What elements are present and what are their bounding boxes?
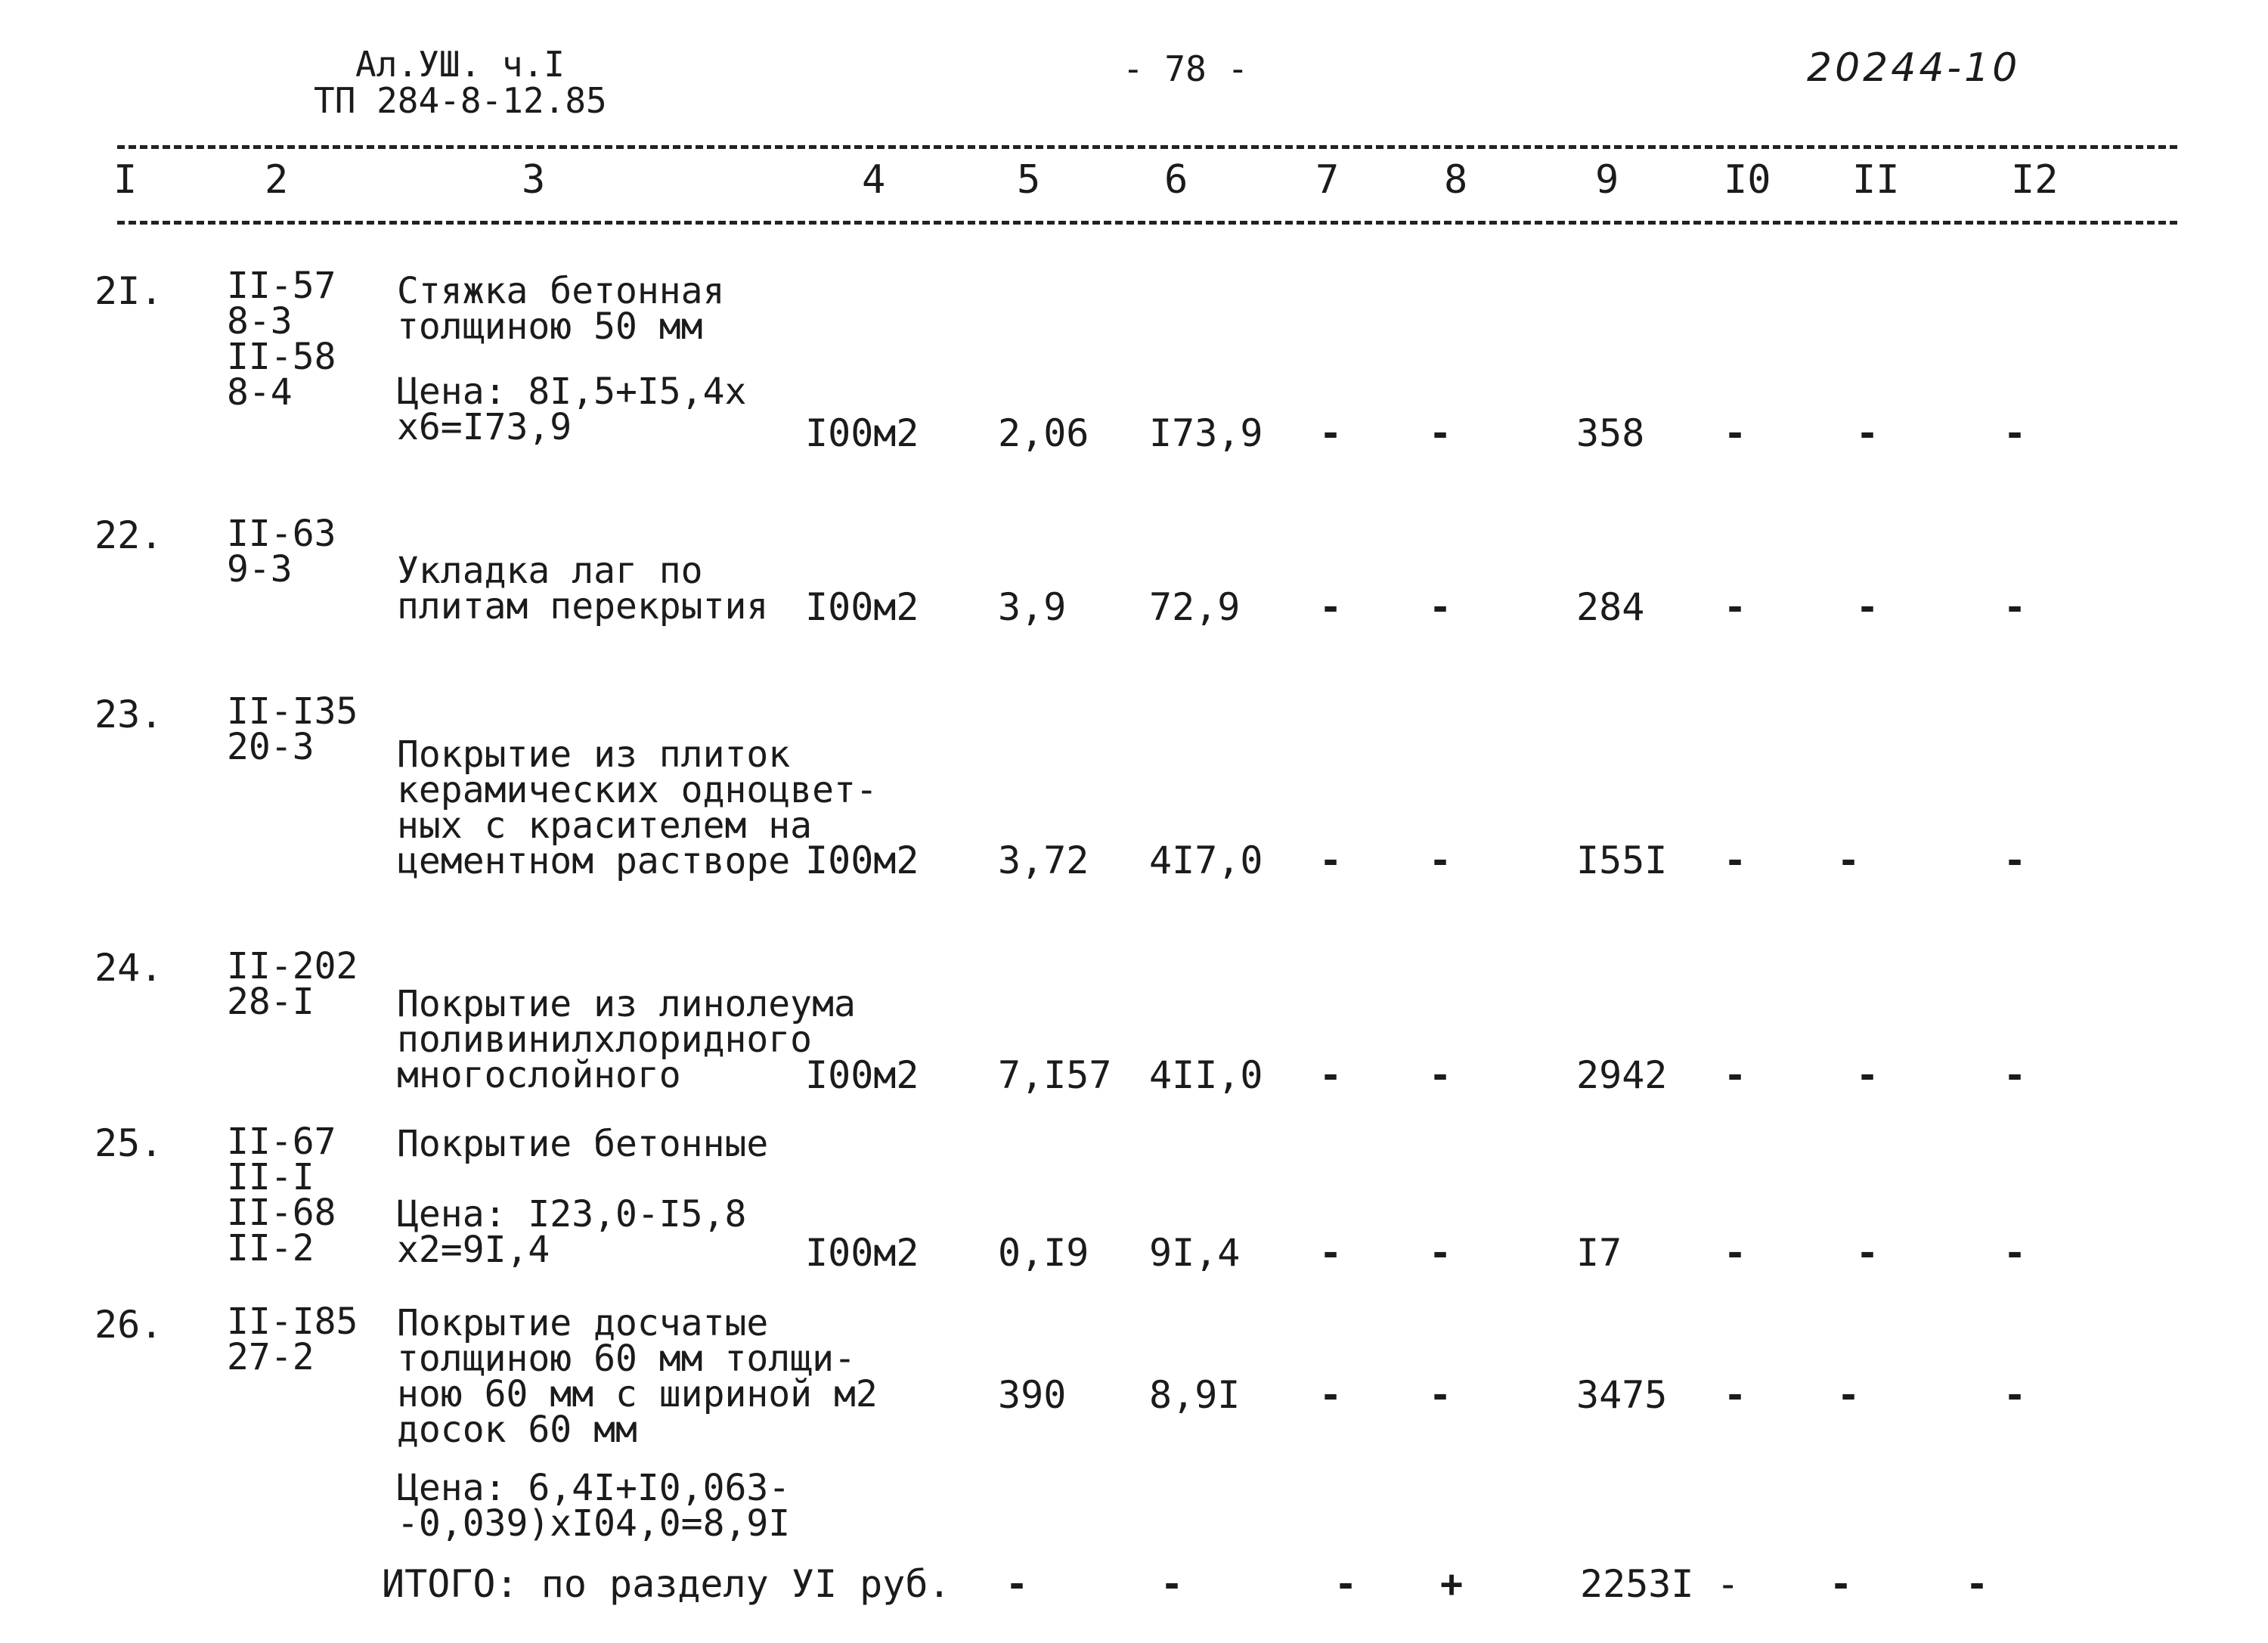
norm-codes: II-57 8-3 II-58 8-4: [227, 265, 336, 414]
col-10-value: -: [1724, 839, 1747, 882]
section-label: Ал.УШ. ч.I: [355, 44, 565, 85]
col-12-value: -: [2003, 585, 2027, 629]
quantity: 2,06: [998, 411, 1089, 455]
unit: I00м2: [805, 1053, 919, 1097]
col-8-value: -: [1429, 1373, 1452, 1417]
archive-number: 20244-10: [1807, 45, 2021, 91]
total-col-8: +: [1440, 1562, 1464, 1606]
unit: I00м2: [805, 1231, 919, 1275]
quantity: 3,72: [998, 839, 1089, 882]
norm-codes: II-I85 27-2: [227, 1300, 358, 1378]
row-number: 26.: [94, 1303, 163, 1347]
col-8-value: -: [1429, 1231, 1452, 1275]
total-col-7: -: [1334, 1562, 1358, 1606]
col-10-value: -: [1724, 585, 1747, 629]
col-11-value: -: [1837, 1373, 1861, 1417]
quantity: 7,I57: [998, 1053, 1112, 1097]
total-cost: 284: [1576, 585, 1645, 629]
header-bottom-rule: [117, 221, 2177, 225]
col-header-5: 5: [1017, 157, 1041, 203]
col-12-value: -: [2003, 1231, 2027, 1275]
unit: I00м2: [805, 839, 919, 882]
unit: I00м2: [805, 411, 919, 455]
col-11-value: -: [1856, 411, 1879, 455]
total-cost: 358: [1576, 411, 1645, 455]
col-10-value: -: [1724, 411, 1747, 455]
quantity: 0,I9: [998, 1231, 1089, 1275]
col-8-value: -: [1429, 585, 1452, 629]
page-number: - 78 -: [1123, 48, 1249, 89]
work-description: Стяжка бетонная толщиною 50 мм: [397, 270, 725, 348]
total-label: ИТОГО: по разделу УI руб.: [382, 1562, 951, 1606]
col-7-value: -: [1319, 1373, 1343, 1417]
col-7-value: -: [1319, 1231, 1343, 1275]
top-rule: [117, 145, 2177, 149]
col-8-value: -: [1429, 411, 1452, 455]
row-number: 23.: [94, 693, 163, 736]
work-description: Покрытие из линолеума поливинилхлоридного многослойного: [397, 983, 856, 1096]
norm-codes: II-I35 20-3: [227, 690, 358, 768]
unit-price: 4I7,0: [1149, 839, 1263, 882]
col-header-7: 7: [1315, 157, 1340, 203]
unit: I00м2: [805, 585, 919, 629]
unit-price: 9I,4: [1149, 1231, 1241, 1275]
col-8-value: -: [1429, 839, 1452, 882]
unit-price: 72,9: [1149, 585, 1241, 629]
total-col-12: -: [1966, 1562, 1989, 1606]
col-7-value: -: [1319, 585, 1343, 629]
col-12-value: -: [2003, 411, 2027, 455]
col-11-value: -: [1856, 1231, 1879, 1275]
quantity: 390: [998, 1373, 1067, 1417]
total-cost: I55I: [1576, 839, 1668, 882]
col-12-value: -: [2003, 1053, 2027, 1097]
row-number: 24.: [94, 946, 163, 990]
col-7-value: -: [1319, 839, 1343, 882]
price-calculation: Цена: 6,4I+I0,063- -0,039)хI04,0=8,9I: [397, 1467, 791, 1545]
col-7-value: -: [1319, 411, 1343, 455]
row-number: 25.: [94, 1121, 163, 1165]
col-11-value: -: [1837, 839, 1861, 882]
total-cost: I7: [1576, 1231, 1622, 1275]
norm-codes: II-67 II-I II-68 II-2: [227, 1121, 336, 1269]
work-description: Укладка лаг по плитам перекрытия: [397, 550, 769, 628]
work-description: Покрытие из плиток керамических одноцвет- ных с красителем на цементном растворе: [397, 733, 878, 882]
col-10-value: -: [1724, 1053, 1747, 1097]
col-header-11: II: [1852, 157, 1900, 203]
col-header-4: 4: [862, 157, 886, 203]
col-header-10: I0: [1724, 157, 1771, 203]
total-cost: 3475: [1576, 1373, 1668, 1417]
col-header-3: 3: [522, 157, 546, 203]
total-col-5: -: [1005, 1562, 1029, 1606]
unit-price: 4II,0: [1149, 1053, 1263, 1097]
row-number: 2I.: [94, 269, 163, 313]
price-calculation: Цена: I23,0-I5,8 х2=9I,4: [397, 1193, 747, 1271]
work-description: Покрытие досчатые толщиною 60 мм толщи- ною 60 мм с шириной м2 досок 60 мм: [397, 1302, 878, 1451]
total-cost: 2942: [1576, 1053, 1668, 1097]
col-header-12: I2: [2011, 157, 2059, 203]
col-12-value: -: [2003, 839, 2027, 882]
col-10-value: -: [1724, 1231, 1747, 1275]
col-header-6: 6: [1164, 157, 1188, 203]
norm-codes: II-202 28-I: [227, 945, 358, 1023]
row-number: 22.: [94, 513, 163, 557]
col-header-9: 9: [1595, 157, 1619, 203]
col-8-value: -: [1429, 1053, 1452, 1097]
col-header-8: 8: [1444, 157, 1468, 203]
project-code: ТП 284-8-12.85: [314, 80, 607, 121]
total-col-11: -: [1830, 1562, 1853, 1606]
col-12-value: -: [2003, 1373, 2027, 1417]
col-header-1: I: [113, 157, 138, 203]
unit-price: 8,9I: [1149, 1373, 1241, 1417]
work-description: Покрытие бетонные: [397, 1123, 769, 1165]
col-header-2: 2: [265, 157, 289, 203]
quantity: 3,9: [998, 585, 1067, 629]
price-calculation: Цена: 8I,5+I5,4х х6=I73,9: [397, 370, 747, 448]
total-col-6: -: [1160, 1562, 1184, 1606]
col-11-value: -: [1856, 1053, 1879, 1097]
norm-codes: II-63 9-3: [227, 513, 336, 591]
col-11-value: -: [1856, 585, 1879, 629]
col-10-value: -: [1724, 1373, 1747, 1417]
grand-total: 2253I -: [1580, 1562, 1740, 1606]
unit-price: I73,9: [1149, 411, 1263, 455]
col-7-value: -: [1319, 1053, 1343, 1097]
